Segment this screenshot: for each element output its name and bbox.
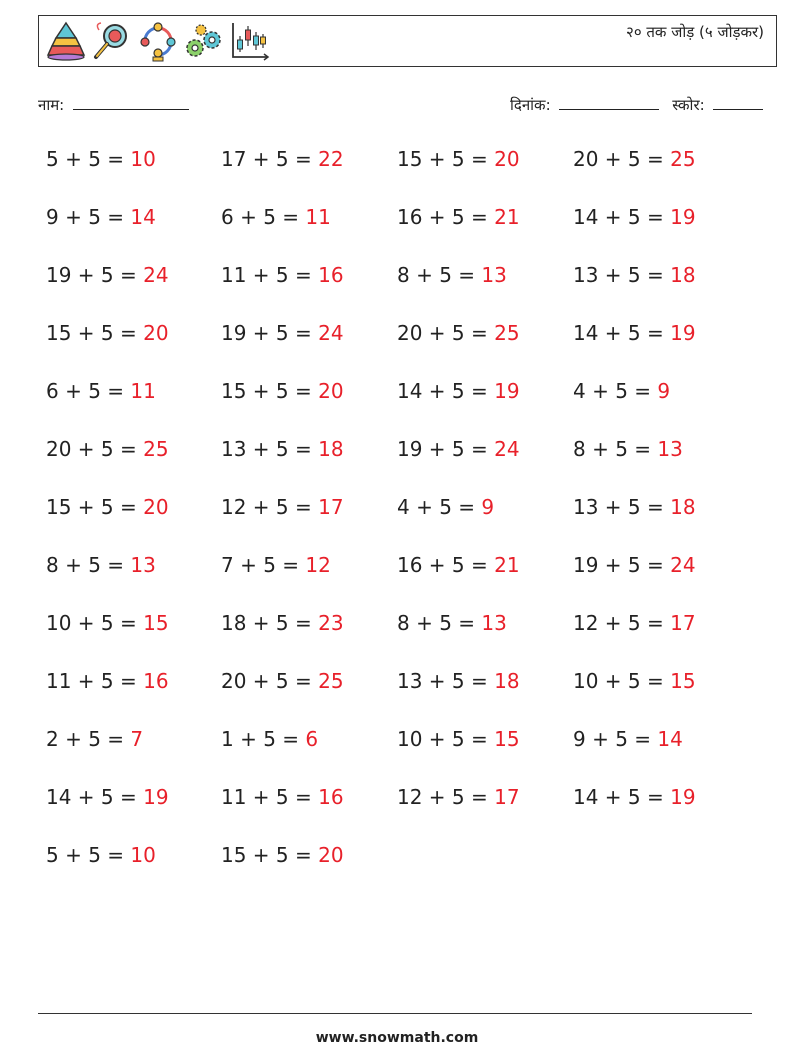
problem-answer: 14 xyxy=(657,727,683,751)
problem-item xyxy=(397,495,494,519)
problem-question: 5 + 5 = xyxy=(46,147,131,171)
problem-question: 13 + 5 = xyxy=(573,263,671,287)
problem-answer: 17 xyxy=(670,611,696,635)
problem-question: 8 + 5 = xyxy=(397,263,482,287)
problem-question: 19 + 5 = xyxy=(221,321,319,345)
problem-question: 14 + 5 = xyxy=(573,205,671,229)
problem-question: 19 + 5 = xyxy=(397,437,495,461)
problem-answer: 20 xyxy=(318,379,344,403)
problem-answer: 15 xyxy=(670,669,696,693)
header-box xyxy=(38,15,777,67)
problem-item xyxy=(46,843,156,867)
problem-item xyxy=(221,785,344,809)
problem-answer: 20 xyxy=(143,495,169,519)
problem-question: 9 + 5 = xyxy=(46,205,131,229)
problem-question: 10 + 5 = xyxy=(397,727,495,751)
problem-item xyxy=(573,205,696,229)
problem-answer: 15 xyxy=(494,727,520,751)
problem-question: 20 + 5 = xyxy=(46,437,144,461)
problem-item xyxy=(221,263,344,287)
problem-item xyxy=(221,553,331,577)
problem-question: 15 + 5 = xyxy=(221,843,319,867)
problem-question: 19 + 5 = xyxy=(573,553,671,577)
problem-item xyxy=(46,669,169,693)
problem-answer: 19 xyxy=(670,785,696,809)
problem-item xyxy=(46,785,169,809)
problem-answer: 11 xyxy=(130,379,156,403)
problem-item xyxy=(397,669,520,693)
problem-answer: 21 xyxy=(494,205,520,229)
footer-url: www.snowmath.com xyxy=(315,1030,479,1046)
problem-answer: 20 xyxy=(318,843,344,867)
problem-item xyxy=(573,147,696,171)
worksheet-title: २० तक जोड़ (५ जोड़कर) xyxy=(626,23,764,41)
name-label: नाम: xyxy=(38,96,65,114)
name-blank[interactable] xyxy=(73,95,189,110)
problem-item xyxy=(397,437,520,461)
problem-item xyxy=(397,147,520,171)
problem-answer: 9 xyxy=(481,495,495,519)
problem-item xyxy=(397,611,507,635)
problem-question: 8 + 5 = xyxy=(397,611,482,635)
problem-question: 8 + 5 = xyxy=(573,437,658,461)
problem-question: 12 + 5 = xyxy=(221,495,319,519)
problem-answer: 25 xyxy=(318,669,344,693)
problem-item xyxy=(573,669,696,693)
problem-answer: 24 xyxy=(318,321,344,345)
problem-question: 10 + 5 = xyxy=(573,669,671,693)
problem-item xyxy=(46,147,156,171)
problem-question: 13 + 5 = xyxy=(397,669,495,693)
problem-question: 16 + 5 = xyxy=(397,205,495,229)
problem-question: 15 + 5 = xyxy=(46,495,144,519)
name-field[interactable] xyxy=(38,95,189,115)
problem-question: 14 + 5 = xyxy=(573,785,671,809)
problem-answer: 12 xyxy=(305,553,331,577)
problem-answer: 23 xyxy=(318,611,344,635)
date-score-fields xyxy=(510,95,763,115)
problem-item xyxy=(573,495,696,519)
problem-item xyxy=(221,843,344,867)
score-label: स्कोर: xyxy=(672,96,705,114)
problem-answer: 18 xyxy=(318,437,344,461)
problem-question: 12 + 5 = xyxy=(397,785,495,809)
problem-answer: 9 xyxy=(657,379,671,403)
problem-answer: 19 xyxy=(494,379,520,403)
problem-question: 7 + 5 = xyxy=(221,553,306,577)
problem-question: 6 + 5 = xyxy=(221,205,306,229)
problem-item xyxy=(221,727,318,751)
date-label: दिनांक: xyxy=(510,96,551,114)
problem-item xyxy=(46,553,156,577)
problem-item xyxy=(573,553,696,577)
problem-answer: 18 xyxy=(494,669,520,693)
problem-question: 17 + 5 = xyxy=(221,147,319,171)
problem-item xyxy=(397,205,520,229)
problem-item xyxy=(221,495,344,519)
date-blank[interactable] xyxy=(559,95,659,110)
magnifier-icon xyxy=(91,20,133,62)
problem-question: 5 + 5 = xyxy=(46,843,131,867)
problem-answer: 24 xyxy=(670,553,696,577)
problem-answer: 16 xyxy=(143,669,169,693)
problem-answer: 16 xyxy=(318,263,344,287)
problem-answer: 13 xyxy=(657,437,683,461)
problem-question: 11 + 5 = xyxy=(221,263,319,287)
problem-answer: 10 xyxy=(130,843,156,867)
problem-item xyxy=(397,263,507,287)
problem-item xyxy=(397,321,520,345)
problem-question: 14 + 5 = xyxy=(573,321,671,345)
footer-rule xyxy=(38,1013,752,1014)
problem-question: 9 + 5 = xyxy=(573,727,658,751)
problem-answer: 21 xyxy=(494,553,520,577)
problem-answer: 18 xyxy=(670,263,696,287)
problem-item xyxy=(46,263,169,287)
problem-answer: 19 xyxy=(143,785,169,809)
problem-answer: 11 xyxy=(305,205,331,229)
problem-question: 14 + 5 = xyxy=(46,785,144,809)
problem-item xyxy=(221,611,344,635)
problem-question: 15 + 5 = xyxy=(221,379,319,403)
problem-question: 13 + 5 = xyxy=(573,495,671,519)
problem-question: 12 + 5 = xyxy=(573,611,671,635)
problem-question: 11 + 5 = xyxy=(46,669,144,693)
pyramid-icon xyxy=(45,20,87,62)
problem-answer: 13 xyxy=(130,553,156,577)
problem-answer: 22 xyxy=(318,147,344,171)
problem-question: 4 + 5 = xyxy=(573,379,658,403)
problem-answer: 13 xyxy=(481,611,507,635)
problem-answer: 25 xyxy=(494,321,520,345)
problem-item xyxy=(573,321,696,345)
problem-item xyxy=(46,727,143,751)
problem-item xyxy=(221,321,344,345)
problem-item xyxy=(221,379,344,403)
problem-item xyxy=(573,263,696,287)
problem-item xyxy=(397,727,520,751)
problem-answer: 25 xyxy=(143,437,169,461)
problem-question: 11 + 5 = xyxy=(221,785,319,809)
problem-item xyxy=(221,205,331,229)
problem-answer: 24 xyxy=(494,437,520,461)
problem-answer: 19 xyxy=(670,321,696,345)
problem-answer: 17 xyxy=(318,495,344,519)
problem-question: 1 + 5 = xyxy=(221,727,306,751)
candlestick-chart-icon xyxy=(229,20,271,62)
problem-item xyxy=(46,205,156,229)
score-blank[interactable] xyxy=(713,95,763,110)
problem-item xyxy=(573,611,696,635)
problem-question: 8 + 5 = xyxy=(46,553,131,577)
problem-item xyxy=(46,321,169,345)
problem-answer: 20 xyxy=(143,321,169,345)
problem-answer: 20 xyxy=(494,147,520,171)
problem-answer: 6 xyxy=(305,727,319,751)
problem-answer: 15 xyxy=(143,611,169,635)
problem-item xyxy=(221,669,344,693)
problem-answer: 25 xyxy=(670,147,696,171)
problem-item xyxy=(397,379,520,403)
problem-question: 2 + 5 = xyxy=(46,727,131,751)
problem-question: 20 + 5 = xyxy=(573,147,671,171)
problem-question: 20 + 5 = xyxy=(397,321,495,345)
problem-question: 15 + 5 = xyxy=(46,321,144,345)
problem-question: 13 + 5 = xyxy=(221,437,319,461)
cycle-people-icon xyxy=(137,20,179,62)
problem-item xyxy=(573,379,670,403)
problem-answer: 18 xyxy=(670,495,696,519)
problem-question: 4 + 5 = xyxy=(397,495,482,519)
problem-item xyxy=(221,147,344,171)
problem-question: 15 + 5 = xyxy=(397,147,495,171)
problem-item xyxy=(573,785,696,809)
problem-item xyxy=(221,437,344,461)
problem-answer: 16 xyxy=(318,785,344,809)
problem-item xyxy=(46,611,169,635)
problem-item xyxy=(573,437,683,461)
problem-answer: 7 xyxy=(130,727,144,751)
problem-item xyxy=(397,553,520,577)
problem-question: 18 + 5 = xyxy=(221,611,319,635)
problem-question: 20 + 5 = xyxy=(221,669,319,693)
problem-question: 10 + 5 = xyxy=(46,611,144,635)
problem-item xyxy=(397,785,520,809)
problem-answer: 24 xyxy=(143,263,169,287)
problem-answer: 10 xyxy=(130,147,156,171)
problem-answer: 19 xyxy=(670,205,696,229)
problem-item xyxy=(573,727,683,751)
problem-question: 19 + 5 = xyxy=(46,263,144,287)
problem-item xyxy=(46,437,169,461)
icon-strip xyxy=(45,20,271,62)
problem-item xyxy=(46,495,169,519)
problem-question: 6 + 5 = xyxy=(46,379,131,403)
problem-answer: 13 xyxy=(481,263,507,287)
problem-question: 14 + 5 = xyxy=(397,379,495,403)
problem-answer: 14 xyxy=(130,205,156,229)
problem-item xyxy=(46,379,156,403)
gears-icon xyxy=(183,20,225,62)
problem-question: 16 + 5 = xyxy=(397,553,495,577)
problem-answer: 17 xyxy=(494,785,520,809)
